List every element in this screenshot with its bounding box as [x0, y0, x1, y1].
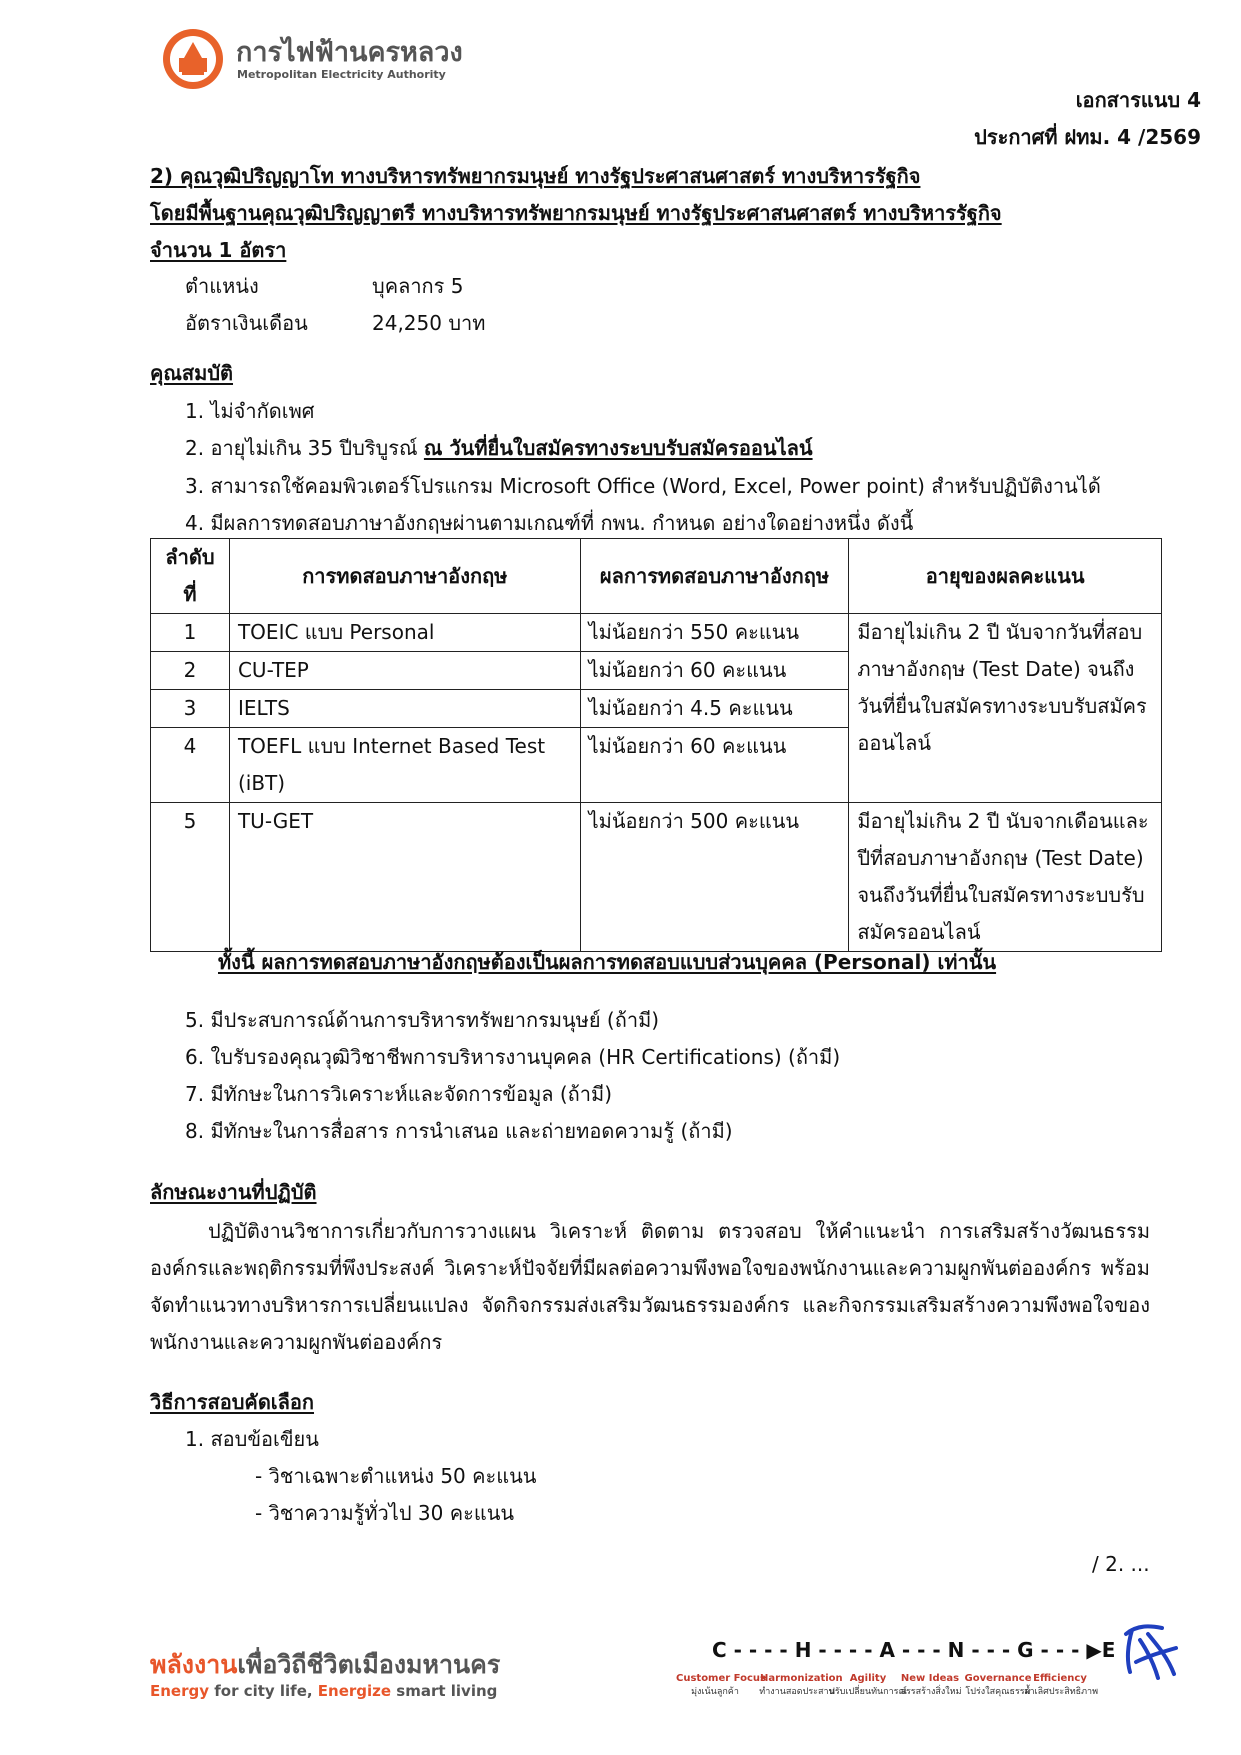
change-values-graphic	[676, 1616, 1116, 1726]
qualification-item-8: 8. มีทักษะในการสื่อสาร การนำเสนอ และถ่ายทอดความรู้ (ถ้ามี)	[185, 1119, 733, 1143]
footer-slogan-th: พลังงานเพื่อวิถีชีวิตเมืองมหานคร	[150, 1650, 501, 1679]
signature-icon	[1118, 1622, 1180, 1682]
row-number: 3	[151, 690, 230, 728]
value-label: Harmonization	[760, 1673, 843, 1684]
qualification-item-4: 4. มีผลการทดสอบภาษาอังกฤษผ่านตามเกณฑ์ที่ กพน. กำหนด อย่างใดอย่างหนึ่ง ดังนี้	[185, 511, 914, 535]
attachment-label: เอกสารแนบ 4	[1075, 88, 1201, 112]
value-label: New Ideas	[900, 1673, 960, 1684]
mea-emblem-icon	[162, 28, 224, 90]
value-label: Governance	[964, 1673, 1032, 1684]
value-label-th: ล้ำเลิศประสิทธิภาพ	[1023, 1687, 1099, 1697]
score-validity: มีอายุไม่เกิน 2 ปี นับจากเดือนและปีที่สอบภาษาอังกฤษ (Test Date) จนถึงวันที่ยื่นใบสมัครทางระบบรับสมัครออนไลน์	[849, 803, 1162, 952]
value-label: Customer Focus	[676, 1673, 766, 1684]
test-name: TOEIC แบบ Personal	[229, 614, 580, 652]
row-number: 1	[151, 614, 230, 652]
row-number: 4	[151, 728, 230, 803]
value-label-th: มุ่งเน้นลูกค้า	[691, 1687, 739, 1697]
test-name: CU-TEP	[229, 652, 580, 690]
value-label: Efficiency	[1033, 1673, 1087, 1684]
title-line-2: โดยมีพื้นฐานคุณวุฒิปริญญาตรี ทางบริหารทรัพยากรมนุษย์ ทางรัฐประศาสนศาสตร์ ทางบริหารรัฐกิจ	[150, 201, 1002, 225]
title-line-1: 2) คุณวุฒิปริญญาโท ทางบริหารทรัพยากรมนุษย์ ทางรัฐประศาสนศาสตร์ ทางบริหารรัฐกิจ	[150, 164, 921, 188]
value-label-th: โปร่งใสคุณธรรม	[965, 1687, 1031, 1697]
page-continuation: / 2. ...	[1092, 1552, 1150, 1576]
test-score: ไม่น้อยกว่า 60 คะแนน	[580, 652, 849, 690]
announcement-number: ประกาศที่ ฝทม. 4 /2569	[974, 125, 1201, 149]
value-label-th: ปรับเปลี่ยนทันการณ์	[829, 1687, 907, 1697]
table-header-row	[151, 539, 1162, 614]
title-line-3: จำนวน 1 อัตรา	[150, 238, 287, 262]
value-label-th: สรรสร้างสิ่งใหม่	[900, 1687, 962, 1697]
table-header: อายุของผลคะแนน	[849, 539, 1162, 614]
value-label-th: ทำงานสอดประสาน	[759, 1687, 835, 1697]
table-header: การทดสอบภาษาอังกฤษ	[229, 539, 580, 614]
test-name: IELTS	[229, 690, 580, 728]
position-value: บุคลากร 5	[372, 274, 464, 298]
qualification-item-2-emphasis: ณ วันที่ยื่นใบสมัครทางระบบรับสมัครออนไลน์	[423, 436, 813, 460]
table-header: ผลการทดสอบภาษาอังกฤษ	[580, 539, 849, 614]
qualification-item-7: 7. มีทักษะในการวิเคราะห์และจัดการข้อมูล (ถ้ามี)	[185, 1082, 612, 1106]
qualification-item-2: 2. อายุไม่เกิน 35 ปีบริบูรณ์ ณ วันที่ยื่นใบสมัครทางระบบรับสมัครออนไลน์	[185, 436, 813, 460]
qualification-item-6: 6. ใบรับรองคุณวุฒิวิชาชีพการบริหารงานบุคคล (HR Certifications) (ถ้ามี)	[185, 1045, 841, 1069]
selection-sub-2: - วิชาความรู้ทั่วไป 30 คะแนน	[255, 1501, 515, 1525]
test-score: ไม่น้อยกว่า 60 คะแนน	[580, 728, 849, 803]
value-label: Agility	[849, 1673, 887, 1684]
score-validity: มีอายุไม่เกิน 2 ปี นับจากวันที่สอบภาษาอังกฤษ (Test Date) จนถึงวันที่ยื่นใบสมัครทางระบบรับสมัครออนไลน์	[849, 614, 1162, 803]
duties-text: ปฏิบัติงานวิชาการเกี่ยวกับการวางแผน วิเคราะห์ ติดตาม ตรวจสอบ ให้คำแนะนำ การเสริมสร้างวัฒนธรรมองค์กรและพฤติกรรมที่พึงประสงค์ วิเคราะห์ปัจจัยที่มีผลต่อความพึงพอใจของพนักงานและความผูกพันต่อองค์กร พร้อมจัดทำแนวทางบริหารการเปลี่ยนแปลง จัดกิจกรรมส่งเสริมวัฒนธรรมองค์กร และกิจกรรมเสริมสร้างความพึงพอใจของพนักงานและความผูกพันต่อองค์กร	[150, 1219, 1150, 1354]
qualification-item-3: 3. สามารถใช้คอมพิวเตอร์โปรแกรม Microsoft Office (Word, Excel, Power point) สำหรับปฏิบัติงานได้	[185, 474, 1101, 498]
position-label: ตำแหน่ง	[185, 274, 259, 298]
table-header: ลำดับที่	[151, 539, 230, 614]
row-number: 5	[151, 803, 230, 952]
qualifications-heading: คุณสมบัติ	[150, 361, 234, 385]
org-name-en: Metropolitan Electricity Authority	[237, 68, 446, 81]
change-word: C - - - - H - - - - A - - - N - - - G - - - ▶E	[712, 1638, 1116, 1662]
selection-heading: วิธีการสอบคัดเลือก	[150, 1390, 315, 1414]
table-row	[151, 803, 1162, 952]
footer-slogan-en: Energy for city life, Energize smart living	[150, 1682, 498, 1700]
english-test-table	[150, 538, 1162, 952]
selection-item-1: 1. สอบข้อเขียน	[185, 1427, 319, 1451]
org-name-th: การไฟฟ้านครหลวง	[236, 37, 463, 68]
table-row	[151, 614, 1162, 652]
mea-logo	[162, 28, 462, 92]
duties-heading: ลักษณะงานที่ปฏิบัติ	[150, 1180, 317, 1204]
test-name: TU-GET	[229, 803, 580, 952]
table-note: ทั้งนี้ ผลการทดสอบภาษาอังกฤษต้องเป็นผลการทดสอบแบบส่วนบุคคล (Personal) เท่านั้น	[218, 950, 997, 974]
row-number: 2	[151, 652, 230, 690]
selection-sub-1: - วิชาเฉพาะตำแหน่ง 50 คะแนน	[255, 1464, 537, 1488]
qualification-item-1: 1. ไม่จำกัดเพศ	[185, 399, 315, 423]
test-score: ไม่น้อยกว่า 550 คะแนน	[580, 614, 849, 652]
test-score: ไม่น้อยกว่า 4.5 คะแนน	[580, 690, 849, 728]
test-score: ไม่น้อยกว่า 500 คะแนน	[580, 803, 849, 952]
salary-label: อัตราเงินเดือน	[185, 311, 308, 335]
test-name: TOEFL แบบ Internet Based Test (iBT)	[229, 728, 580, 803]
qualification-item-5: 5. มีประสบการณ์ด้านการบริหารทรัพยากรมนุษย์ (ถ้ามี)	[185, 1008, 660, 1032]
salary-value: 24,250 บาท	[372, 311, 486, 335]
